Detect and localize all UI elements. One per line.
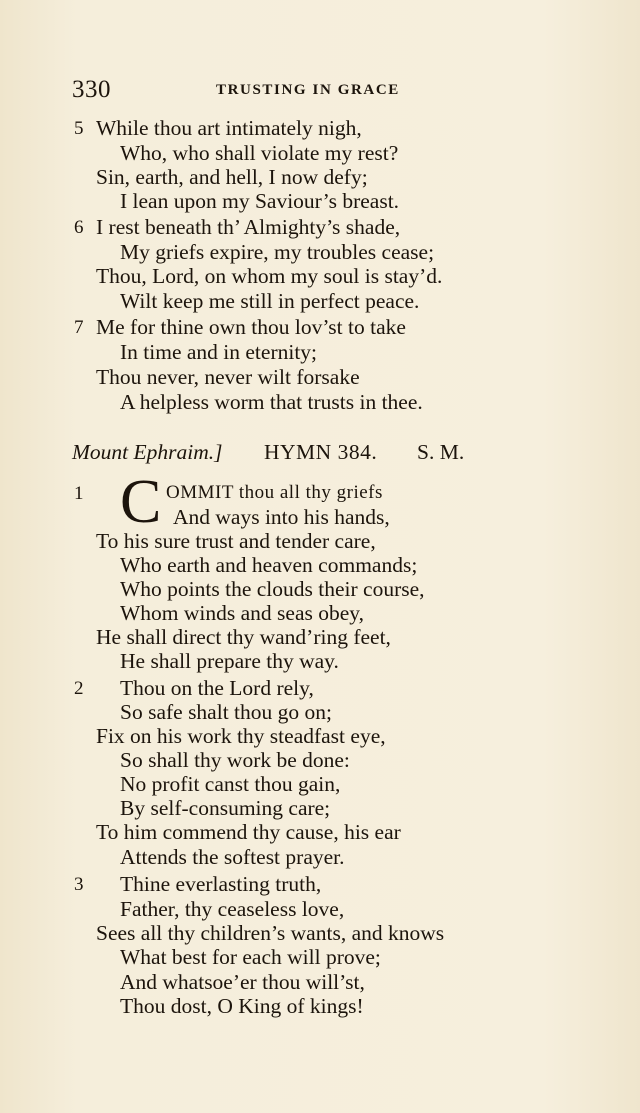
verse-line: And ways into his hands, [173,505,390,529]
verse-line: By self-consuming care; [120,796,331,820]
verse-line: Thou never, never wilt forsake [96,365,360,389]
verse-line: Fix on his work thy steadfast eye, [96,724,386,748]
verse-line: What best for each will prove; [120,945,381,969]
running-title: TRUSTING IN GRACE [216,82,400,98]
verse-line: Who, who shall violate my rest? [120,141,399,165]
verse-line: So safe shalt thou go on; [120,700,332,724]
verse-number: 3 [74,874,84,895]
verse-line: While thou art intimately nigh, [96,116,362,140]
verse-line: And whatsoe’er thou will’st, [120,970,365,994]
verse-line: Sin, earth, and hell, I now defy; [96,165,368,189]
verse-line: Father, thy ceaseless love, [120,897,345,921]
verse-line: Thine everlasting truth, [120,872,322,896]
verse-line: So shall thy work be done: [120,748,350,772]
hymn-number: HYMN 384. [264,440,378,464]
verse-line: A helpless worm that trusts in thee. [120,390,423,414]
verse-line: Sees all thy children’s wants, and knows [96,921,445,945]
page-number: 330 [72,76,111,103]
hymn-heading [72,440,492,470]
verse-line: No profit canst thou gain, [120,772,341,796]
verse-line: My griefs expire, my troubles cease; [120,240,435,264]
verse-number: 1 [74,483,84,504]
verse-line: I rest beneath th’ Almighty’s shade, [96,215,401,239]
verse-line: Thou, Lord, on whom my soul is stay’d. [96,264,443,288]
verse-line: Attends the softest prayer. [120,845,345,869]
tune-name: Mount Ephraim.] [72,440,223,464]
verse-number: 5 [74,118,84,139]
verse-line: To his sure trust and tender care, [96,529,376,553]
verse-line: Me for thine own thou lov’st to take [96,315,406,339]
verse-number: 2 [74,678,84,699]
verse-number: 6 [74,217,84,238]
verse-line: He shall prepare thy way. [120,649,339,673]
verse-line: In time and in eternity; [120,340,318,364]
verse-line: Who points the clouds their course, [120,577,425,601]
verse-number: 7 [74,317,84,338]
verse-line: He shall direct thy wand’ring feet, [96,625,391,649]
verse-line: Wilt keep me still in perfect peace. [120,289,420,313]
drop-cap: C [120,468,162,536]
verse-line: I lean upon my Saviour’s breast. [120,189,400,213]
verse-line: Whom winds and seas obey, [120,601,365,625]
verse-line: OMMIT thou all thy griefs [166,482,383,503]
page-header [72,76,492,106]
verse-line: Thou on the Lord rely, [120,676,314,700]
verse-line: Who earth and heaven commands; [120,553,418,577]
verse-line: Thou dost, O King of kings! [120,994,364,1018]
hymn-meter: S. M. [417,440,465,464]
verse-line: To him commend thy cause, his ear [96,820,401,844]
